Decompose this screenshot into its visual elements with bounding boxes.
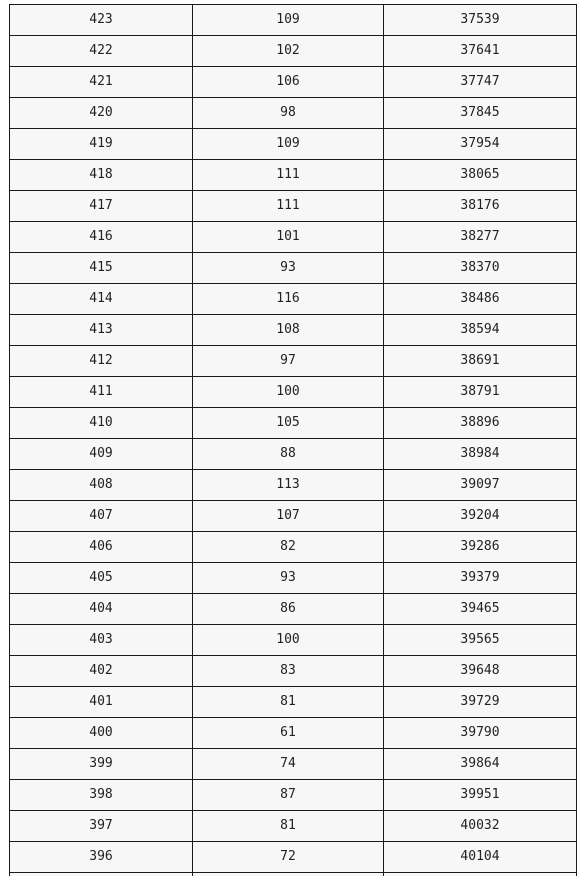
- count-cell: 108: [193, 315, 384, 346]
- table-row: [10, 160, 577, 191]
- table-row: [10, 718, 577, 749]
- cumulative-cell: 37539: [384, 5, 577, 36]
- score-cell: 420: [10, 98, 193, 129]
- count-cell: 109: [193, 129, 384, 160]
- cumulative-cell: 39565: [384, 625, 577, 656]
- cumulative-cell: 39790: [384, 718, 577, 749]
- cumulative-cell: 39465: [384, 594, 577, 625]
- cumulative-cell: 39286: [384, 532, 577, 563]
- table-row: [10, 253, 577, 284]
- cumulative-cell: 38065: [384, 160, 577, 191]
- cumulative-cell: 39097: [384, 470, 577, 501]
- cumulative-cell: 38594: [384, 315, 577, 346]
- score-cell: 398: [10, 780, 193, 811]
- cumulative-cell: 37954: [384, 129, 577, 160]
- table-row: [10, 408, 577, 439]
- table-row: [10, 470, 577, 501]
- cumulative-cell: 38984: [384, 439, 577, 470]
- table-row: [10, 873, 577, 876]
- score-cell: 419: [10, 129, 193, 160]
- count-cell: 93: [193, 253, 384, 284]
- table-row: [10, 687, 577, 718]
- cumulative-cell: 39951: [384, 780, 577, 811]
- count-cell: 97: [193, 346, 384, 377]
- table-row: [10, 222, 577, 253]
- table-row: [10, 191, 577, 222]
- count-cell: 109: [193, 5, 384, 36]
- count-cell: 98: [193, 98, 384, 129]
- score-cell: 401: [10, 687, 193, 718]
- score-cell: 408: [10, 470, 193, 501]
- count-cell: 100: [193, 625, 384, 656]
- table-row: [10, 749, 577, 780]
- cumulative-cell: 37641: [384, 36, 577, 67]
- table-row: [10, 346, 577, 377]
- cumulative-cell: 37845: [384, 98, 577, 129]
- score-cell: 423: [10, 5, 193, 36]
- cumulative-cell: 40032: [384, 811, 577, 842]
- table-row: [10, 5, 577, 36]
- score-cell: 422: [10, 36, 193, 67]
- score-cell: 414: [10, 284, 193, 315]
- score-cell: 400: [10, 718, 193, 749]
- count-cell: 102: [193, 36, 384, 67]
- cumulative-cell: 39379: [384, 563, 577, 594]
- score-cell: 404: [10, 594, 193, 625]
- score-cell: 411: [10, 377, 193, 408]
- count-cell: 111: [193, 191, 384, 222]
- score-cell: 413: [10, 315, 193, 346]
- score-cell: 409: [10, 439, 193, 470]
- table-row: [10, 501, 577, 532]
- score-cell: 415: [10, 253, 193, 284]
- score-cell: 407: [10, 501, 193, 532]
- score-cell: 402: [10, 656, 193, 687]
- count-cell: 105: [193, 408, 384, 439]
- table-row: [10, 563, 577, 594]
- table-row: [10, 67, 577, 98]
- table-row: [10, 129, 577, 160]
- count-cell: [193, 873, 384, 876]
- count-cell: 86: [193, 594, 384, 625]
- table-body: [10, 5, 577, 876]
- count-cell: 106: [193, 67, 384, 98]
- score-cell: 421: [10, 67, 193, 98]
- count-cell: 87: [193, 780, 384, 811]
- count-cell: 116: [193, 284, 384, 315]
- score-cell: 412: [10, 346, 193, 377]
- table-row: [10, 315, 577, 346]
- count-cell: 82: [193, 532, 384, 563]
- score-cell: 399: [10, 749, 193, 780]
- count-cell: 81: [193, 811, 384, 842]
- score-cell: [10, 873, 193, 876]
- cumulative-cell: 38370: [384, 253, 577, 284]
- cumulative-cell: 38486: [384, 284, 577, 315]
- count-cell: 88: [193, 439, 384, 470]
- cumulative-cell: 38176: [384, 191, 577, 222]
- table-row: [10, 594, 577, 625]
- score-cell: 397: [10, 811, 193, 842]
- table-row: [10, 284, 577, 315]
- cumulative-cell: 40104: [384, 842, 577, 873]
- score-cell: 410: [10, 408, 193, 439]
- table-row: [10, 780, 577, 811]
- table-row: [10, 811, 577, 842]
- score-cell: 405: [10, 563, 193, 594]
- cumulative-cell: 39204: [384, 501, 577, 532]
- cumulative-cell: 37747: [384, 67, 577, 98]
- score-cell: 403: [10, 625, 193, 656]
- table-row: [10, 439, 577, 470]
- cumulative-cell: 39864: [384, 749, 577, 780]
- count-cell: 72: [193, 842, 384, 873]
- cumulative-cell: [384, 873, 577, 876]
- table-row: [10, 377, 577, 408]
- table-row: [10, 532, 577, 563]
- count-cell: 83: [193, 656, 384, 687]
- score-cell: 396: [10, 842, 193, 873]
- score-cell: 406: [10, 532, 193, 563]
- count-cell: 111: [193, 160, 384, 191]
- count-cell: 100: [193, 377, 384, 408]
- count-cell: 113: [193, 470, 384, 501]
- table-row: [10, 842, 577, 873]
- count-cell: 61: [193, 718, 384, 749]
- score-cell: 418: [10, 160, 193, 191]
- cumulative-cell: 38791: [384, 377, 577, 408]
- cumulative-cell: 38691: [384, 346, 577, 377]
- cumulative-cell: 39729: [384, 687, 577, 718]
- cumulative-cell: 38896: [384, 408, 577, 439]
- score-cell: 416: [10, 222, 193, 253]
- table-row: [10, 656, 577, 687]
- count-cell: 93: [193, 563, 384, 594]
- cumulative-cell: 39648: [384, 656, 577, 687]
- table-row: [10, 625, 577, 656]
- table-row: [10, 36, 577, 67]
- score-distribution-table: [9, 4, 577, 876]
- count-cell: 101: [193, 222, 384, 253]
- cumulative-cell: 38277: [384, 222, 577, 253]
- count-cell: 81: [193, 687, 384, 718]
- count-cell: 107: [193, 501, 384, 532]
- score-cell: 417: [10, 191, 193, 222]
- count-cell: 74: [193, 749, 384, 780]
- table-row: [10, 98, 577, 129]
